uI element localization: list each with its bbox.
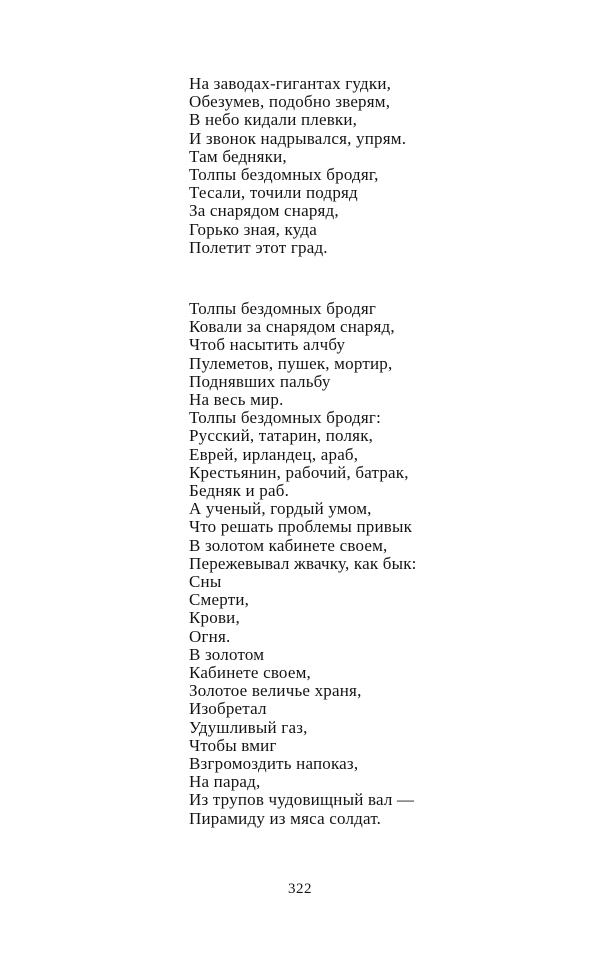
poem-line: Крови,: [189, 608, 240, 628]
poem-line: Чтоб насытить алчбу: [189, 335, 346, 355]
poem-stanza-1: [189, 75, 406, 257]
poem-line: Что решать проблемы привык: [189, 517, 413, 537]
poem-line: Кабинете своем,: [189, 663, 311, 683]
page-number: 322: [288, 881, 312, 897]
poem-line: Пирамиду из мяса солдат.: [189, 808, 382, 828]
poem-line: Тесали, точили подряд: [189, 183, 358, 203]
poem-line: Смерти,: [189, 590, 250, 610]
poem-line: Толпы бездомных бродяг:: [189, 408, 381, 428]
poem-line: И звонок надрывался, упрям.: [189, 128, 407, 148]
poem-line: На заводах-гигантах гудки,: [189, 74, 392, 93]
poem-line: За снарядом снаряд,: [189, 201, 339, 221]
poem-line: Русский, татарин, поляк,: [189, 426, 374, 446]
poem-line: Пулеметов, пушек, мортир,: [189, 353, 393, 373]
poem-line: Крестьянин, рабочий, батрак,: [189, 462, 409, 482]
poem-line: В золотом кабинете своем,: [189, 535, 388, 555]
poem-line: Взгромоздить напоказ,: [189, 754, 359, 774]
poem-line: В золотом: [189, 644, 265, 664]
poem-line: Там бедняки,: [189, 146, 287, 166]
poem-line: Изобретал: [189, 699, 267, 719]
poem-line: На весь мир.: [189, 390, 284, 410]
poem-stanza-2: [189, 300, 417, 828]
poem-line: Сны: [189, 572, 222, 592]
poem-line: Полетит этот град.: [189, 237, 328, 257]
poem-line: Еврей, ирландец, араб,: [189, 444, 359, 464]
poem-line: Толпы бездомных бродяг: [189, 299, 377, 318]
poem-line: А ученый, гордый умом,: [189, 499, 372, 519]
poem-line: Горько зная, куда: [189, 219, 317, 239]
poem-line: Огня.: [189, 626, 231, 646]
poem-line: Пережевывал жвачку, как бык:: [189, 553, 417, 573]
poem-line: Поднявших пальбу: [189, 371, 331, 391]
poem-line: Золотое величье храня,: [189, 681, 362, 701]
poem-line: Чтобы вмиг: [189, 735, 277, 755]
poem-line: Ковали за снарядом снаряд,: [189, 317, 395, 337]
poem-line: Обезумев, подобно зверям,: [189, 92, 391, 112]
poem-line: Из трупов чудовищный вал —: [189, 790, 415, 810]
poem-line: В небо кидали плевки,: [189, 110, 358, 130]
poem-line: Бедняк и раб.: [189, 481, 290, 501]
poem-line: На парад,: [189, 772, 261, 792]
poem-line: Удушливый газ,: [189, 717, 308, 737]
poem-line: Толпы бездомных бродяг,: [189, 165, 379, 185]
